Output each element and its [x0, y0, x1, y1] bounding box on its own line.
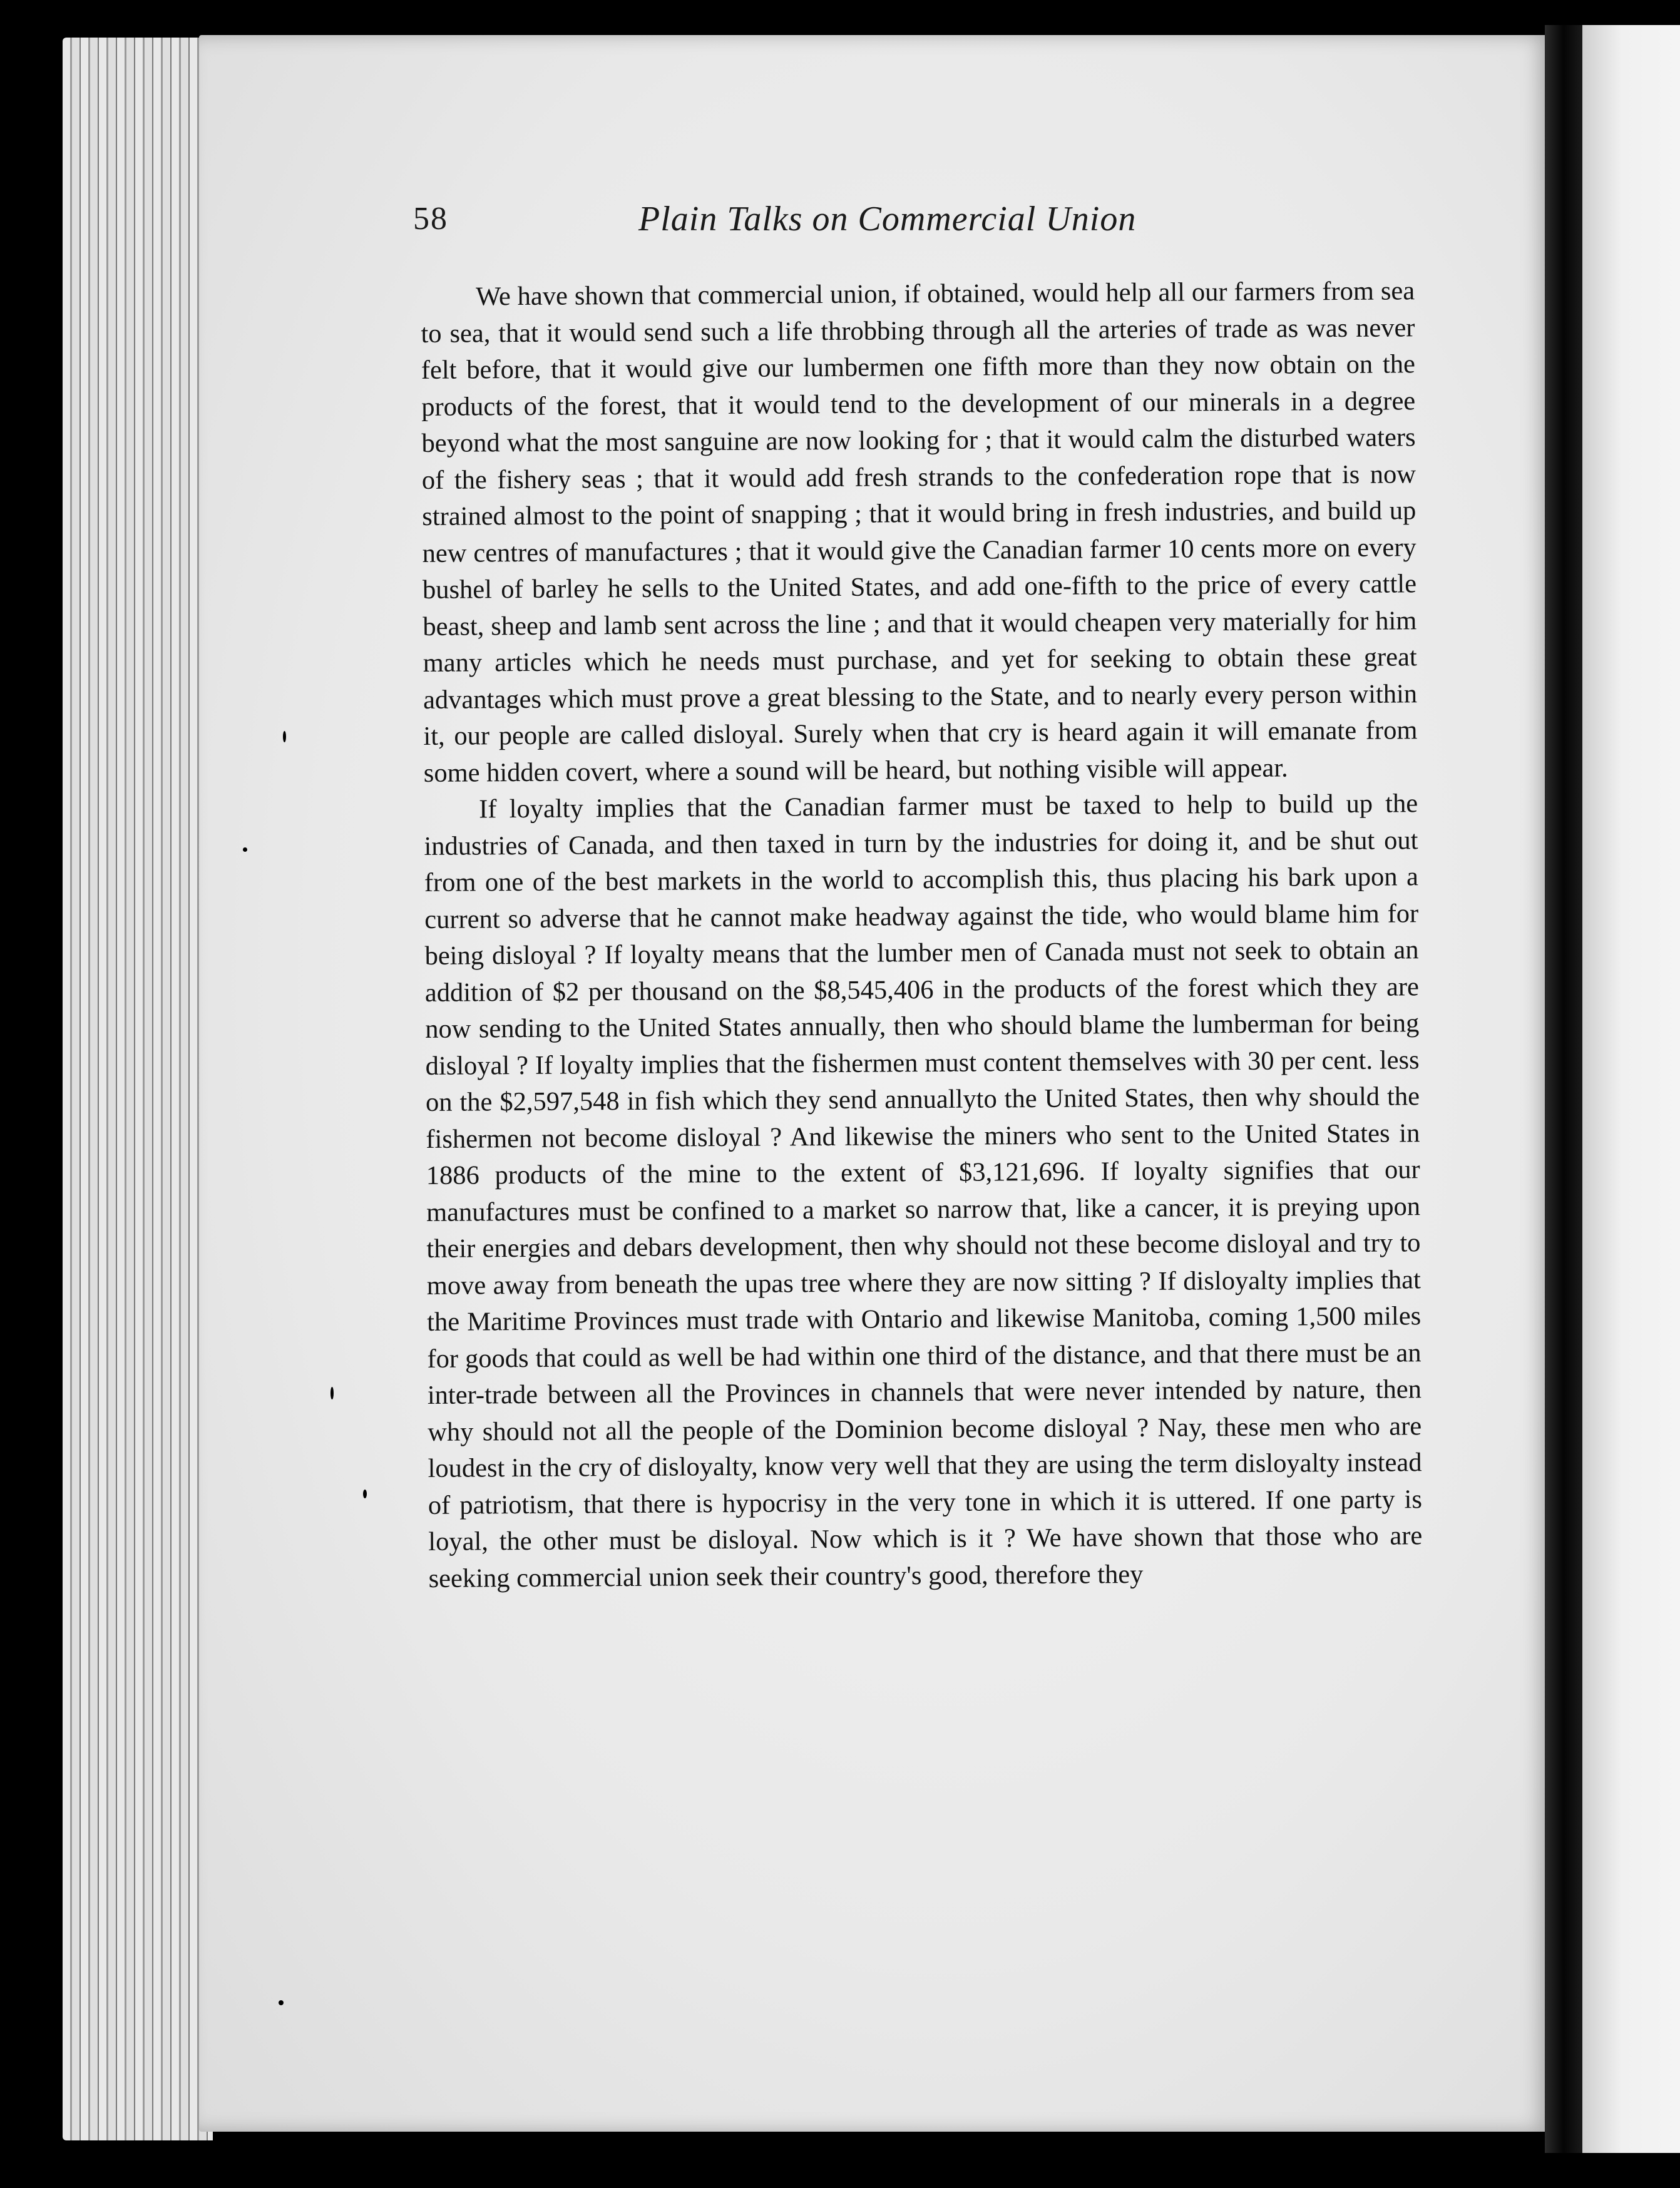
facing-page — [1582, 25, 1680, 2153]
scan-speck — [330, 1387, 334, 1399]
book-gutter — [1545, 25, 1582, 2153]
scan-speck — [279, 2000, 284, 2005]
body-text — [421, 273, 1423, 1597]
page-edges — [63, 38, 213, 2140]
paragraph: If loyalty implies that the Canadian farmer must be taxed to help to build up the industries of Canada, and then taxed in turn by the industries for doing it, and be shut out from one of the best markets in the world to accomplish this, thus placing his bark upon a current so adverse that he cannot make headway against the tide, who would blame him for being disloyal ? If loyalty means that the lumber men of Canada must not seek to obtain an addition of $2 per thousand on the $8,545,406 in the products of the forest which they are now sending to the United States annually, then who should blame the lumberman for being disloyal ? If loyalty implies that the fishermen must content themselves with 30 per cent. less on the $2,597,548 in fish which they send annuallyto the United States, then why should the fishermen not become disloyal ? And likewise the miners who sent to the United States in 1886 products of the mine to the extent of $3,121,696. If loyalty signifies that our manufactures must be confined to a market so narrow that, like a cancer, it is preying upon their energies and debars development, then why should not these become disloyal and try to move away from beneath the upas tree where they are now sitting ? If disloyalty implies that the Maritime Provinces must trade with Ontario and likewise Manitoba, coming 1,500 miles for goods that could as well be had within one third of the distance, and that there must be an inter-trade between all the Provinces in channels that were never intended by nature, then why should not all the people of the Dominion become disloyal ? Nay, these men who are loudest in the cry of disloyalty, know very well that they are using the term disloyalty instead of patriotism, that there is hypocrisy in the very tone in which it is uttered. If one party is loyal, the other must be disloyal. Now which is it ? We have shown that those who are seeking commercial union seek their country's good, therefore they — [424, 789, 1423, 1593]
scan-speck — [243, 847, 247, 852]
paragraph: We have shown that commercial union, if obtained, would help all our farmers from sea to sea, that it would send such a life throbbing through all the arteries of trade as was never felt before, that it would give our lumbermen one fifth more than they now obtain on the products of the forest, that it would tend to the development of our minerals in a degree beyond what the most sanguine are now looking for ; that it would calm the disturbed waters of the fishery seas ; that it would add fresh strands to the confederation rope that is now strained almost to the point of snapping ; that it would bring in fresh industries, and build up new centres of manufactures ; that it would give the Canadian farmer 10 cents more on every bushel of barley he sells to the United States, and add one-fifth to the price of every cattle beast, sheep and lamb sent across the line ; and that it would cheapen very materially for him many articles which he needs must purchase, and yet for seeking to obtain these great advantages which must prove a great blessing to the State, and to nearly every person within it, our people are called disloyal. Surely when that cry is heard again it will emanate from some hidden covert, where a sound will be heard, but nothing visible will appear. — [421, 276, 1418, 788]
scan-speck — [283, 731, 286, 742]
running-title: Plain Talks on Commercial Union — [638, 200, 1137, 238]
page-number: 58 — [413, 201, 448, 237]
scan-speck — [363, 1490, 367, 1498]
